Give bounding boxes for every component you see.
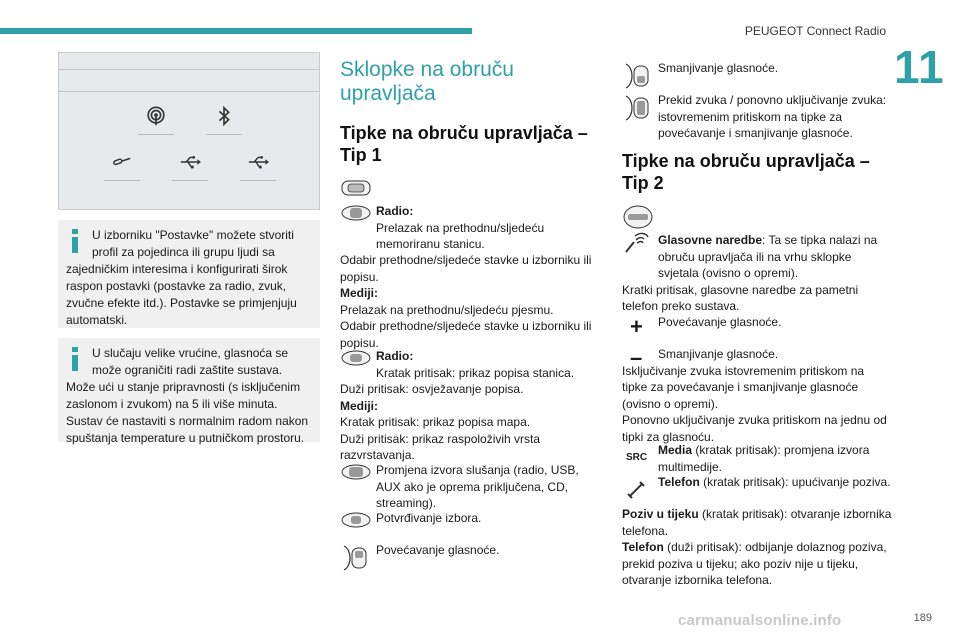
wifi-hotspot-icon [138,105,174,131]
note-text: Može ući u stanje pripravnosti (s isključenim zaslonom i zvukom) na 5 ili više minuta. Sustav će nastaviti s normalnim radom nakon spuštanja temperature u putničkom prostoru. [66,380,309,445]
mute-entry: Prekid zvuka / ponovno uključivanje zvuka: istovremenim pritiskom na tipke za povećavanje i smanjivanje glasnoće. [622,92,890,142]
steering-wheel-ok-icon [340,510,372,530]
confirm-entry: Potvrđivanje izbora. [340,510,602,527]
steering-wheel-thumbwheel-icon [340,203,372,223]
watermark: carmanualsonline.info [678,612,842,629]
connectivity-illustration [58,52,320,210]
bluetooth-icon [206,105,242,131]
note-text: U izborniku "Postavke" možete stvoriti profil za pojedinca ili grupu ljudi sa [92,228,294,259]
panel-divider [59,91,319,92]
mute-thumbwheel-icon [622,92,654,124]
plus-icon: + [630,314,643,339]
subsection-heading: Tipke na obruču upravljača – Tip 1 [340,123,588,165]
info-note [58,220,320,328]
minus-icon: – [630,345,643,370]
page-number: 189 [913,612,932,624]
volume-up-thumbwheel-icon [340,542,372,574]
section-title: Sklopke na obruču upravljača [340,58,514,105]
subsection-heading: Tipke na obruču upravljača – Tip 2 [622,151,870,193]
running-head: PEUGEOT Connect Radio [744,24,886,38]
radio-seek-entry: Radio: Prelazak na prethodnu/sljedeću memoriranu stanicu. [340,203,602,253]
volume-up-entry: Povećavanje glasnoće. [340,542,602,559]
radio-seek-entry-2: Odabir prethodne/sljedeće stavke u izborniku ili popisu. [340,253,592,284]
call-entry: Poziv u tijeku (kratak pritisak): otvaranje izbornika telefona. Telefon (duži pritisak): odbijanje dolaznog poziva, prekid poziva u tijeku; ako poziv nije u tijeku, otvaranje izbornika telefona. [622,507,892,587]
volume-plus-entry: + Povećavanje glasnoće. [630,314,782,339]
phone-entry: Telefon (kratak pritisak): upućivanje poziva. [622,474,892,491]
voice-command-entry: Glasovne naredbe: Ta se tipka nalazi na obruču upravljača ili na vrhu sklopke svjetala (ovisno o opremi). Kratki pritisak, glasovne naredbe za pametni telefon preko sustava. [622,233,878,313]
chapter-number: 11 [894,41,945,93]
info-note [58,338,320,445]
steering-wheel-type2-icon [622,204,654,230]
usb-c-icon [104,151,140,177]
voice-command-icon [622,232,652,258]
steering-switch-icon [340,178,372,198]
media-source-entry: SRC Media (kratak pritisak): promjena izvora multimedije. [626,443,870,474]
usb-icon [240,151,276,177]
phone-handset-icon [626,478,648,500]
panel-divider [59,69,319,70]
media-seek-entry: Mediji: Prelazak na prethodnu/sljedeću pjesmu. Odabir prethodne/sljedeće stavke u izborniku ili popisu. [340,286,592,350]
volume-minus-entry: – Smanjivanje glasnoće. Isključivanje zvuka istovremenim pritiskom na tipke za povećavanje i smanjivanje glasnoće (ovisno o opremi). Ponovno uključivanje zvuka pritiskom na jednu od tipki za glasnoću. [622,345,887,444]
header-accent-bar [0,28,472,34]
info-icon [66,347,86,371]
steering-wheel-source-icon [340,462,372,482]
note-text: zajedničkim interesima i konfigurirati širok raspon postavki (postavke za radio, zvuk, zvučne efekte itd.). Postavke se primjenjuju automatski. [66,262,297,327]
volume-down-thumbwheel-icon [622,60,654,92]
steering-wheel-list-icon [340,348,372,368]
note-text: U slučaju velike vrućine, glasnoća se može ograničiti radi zaštite sustava. [92,346,289,377]
info-icon [66,229,86,253]
radio-list-entry: Radio: Kratak pritisak: prikaz popisa stanica. Duži pritisak: osvježavanje popisa. Mediji: Kratak pritisak: prikaz popisa mapa. Duži pritisak: prikaz raspoloživih vrsta razvrstavanja. [340,349,575,462]
volume-down-entry: Smanjivanje glasnoće. [622,60,884,77]
usb-icon [172,151,208,177]
source-entry: Promjena izvora slušanja (radio, USB, AUX ako je oprema priključena, CD, streaming). [340,462,602,512]
src-icon: SRC [626,452,648,463]
